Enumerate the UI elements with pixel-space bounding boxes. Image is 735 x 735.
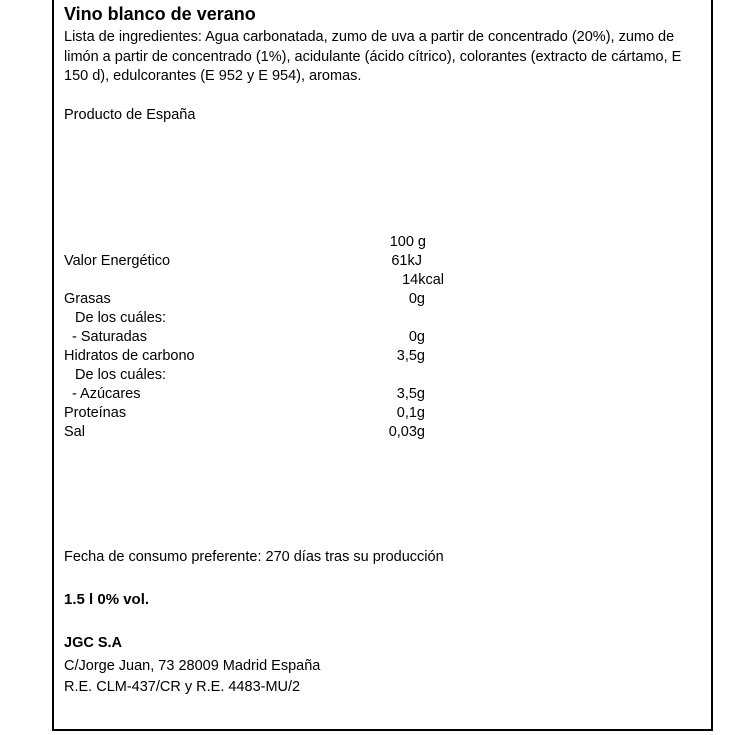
carbs-sub-label: De los cuáles: [75, 367, 167, 383]
energy-kj: 61kJ [391, 253, 422, 269]
company-registry: R.E. CLM-437/CR y R.E. 4483-MU/2 [64, 679, 301, 695]
company-address: C/Jorge Juan, 73 28009 Madrid España [64, 658, 321, 674]
ingredients-list: Lista de ingredientes: Agua carbonatada, zumo de uva a partir de concentrado (20%), zumo de limón a partir de concentrado (1%), acidulante (ácido cítrico), colorantes (extracto de cártamo, E 150 d), edulcorantes (E 952 y E 954), aromas. [64, 29, 682, 84]
sugars-value: 3,5g [396, 386, 425, 402]
origin-text: Producto de España [64, 107, 196, 123]
protein-value: 0,1g [396, 405, 425, 421]
saturated-value: 0g [408, 329, 425, 345]
carbs-value: 3,5g [396, 348, 425, 364]
protein-label: Proteínas [64, 405, 127, 421]
sugars-label: - Azúcares [72, 386, 141, 402]
energy-kcal: 14kcal [402, 272, 444, 288]
salt-label: Sal [64, 424, 85, 440]
best-before-text: Fecha de consumo preferente: 270 días tras su producción [64, 549, 444, 565]
energy-label: Valor Energético [64, 253, 171, 269]
saturated-label: - Saturadas [72, 329, 147, 345]
product-title: Vino blanco de verano [64, 4, 256, 24]
carbs-label: Hidratos de carbono [64, 348, 195, 364]
fat-sub-label: De los cuáles: [75, 310, 167, 326]
company-name: JGC S.A [64, 635, 123, 651]
salt-value: 0,03g [388, 424, 425, 440]
fat-label: Grasas [64, 291, 111, 307]
fat-value: 0g [408, 291, 425, 307]
nutrition-header: 100 g [389, 234, 426, 250]
volume-text: 1.5 l 0% vol. [64, 591, 150, 608]
